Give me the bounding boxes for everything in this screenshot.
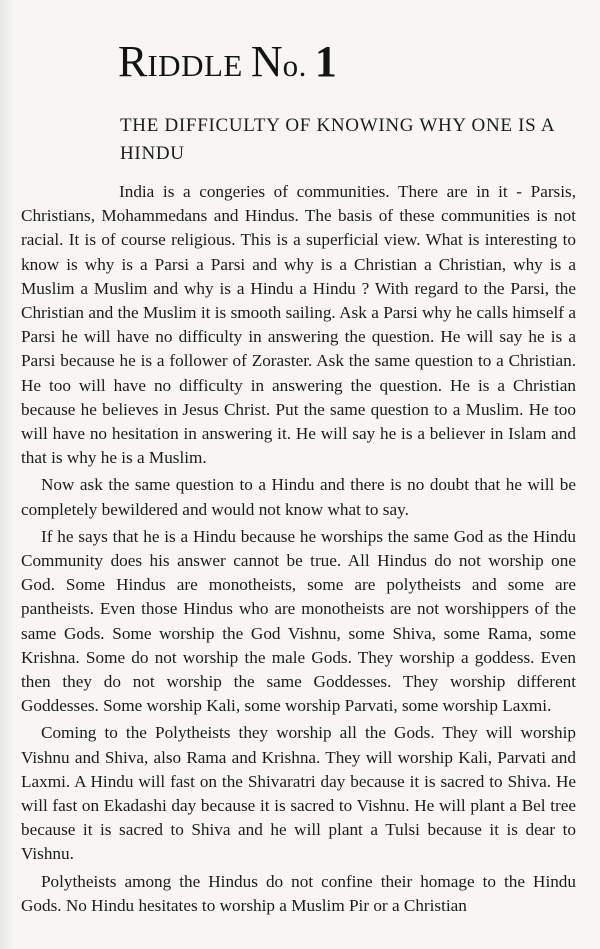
paragraph: Now ask the same question to a Hindu and there is no doubt that he will be completely bewildered and would not know what to say. [21, 475, 576, 519]
riddle-word: IDDLE [147, 48, 243, 83]
paragraph: Polytheists among the Hindus do not confine their homage to the Hindu Gods. No Hindu hesitates to worship a Muslim Pir or a Christian [21, 871, 576, 915]
riddle-number: 1 [314, 37, 337, 86]
number-abbrev-initial: N [250, 37, 283, 86]
paragraph: Coming to the Polytheists they worship all the Gods. They will worship Vishnu and Shiva, also Rama and Krishna. They will worship Kali, Parvati and Laxmi. A Hindu will fast on the Shivaratri day because it is sacred to Shiva. He will fast on Ekadashi day because it is sacred to Vishnu. He will plant a Bel tree because it is sacred to Shiva and he will plant a Tulsi because it is dear to Vishnu. [21, 723, 576, 864]
body-text [21, 180, 576, 921]
chapter-title [118, 37, 337, 86]
number-abbrev-rest: o. [282, 48, 307, 83]
paragraph: India is a congeries of communities. There are in it - Parsis, Christians, Mohammedans and Hindus. The basis of these communities is not racial. It is of course religious. This is a superficial view. What is interesting to know is why is a Parsi a Parsi and why is a Christian a Christian, why is a Muslim a Muslim and why is a Hindu a Hindu ? With regard to the Parsi, the Christian and the Muslim it is smooth sailing. Ask a Parsi why he calls himself a Parsi he will have no difficulty in answering the question. He will say he is a Parsi because he is a follower of Zoraster. Ask the same question to a Christian. He too will have no difficulty in answering the question. He is a Christian because he believes in Jesus Christ. Put the same question to a Muslim. He too will have no hesitation in answering it. He will say he is a believer in Islam and that is why he is a Muslim. [21, 182, 576, 468]
chapter-subtitle: THE DIFFICULTY OF KNOWING WHY ONE IS A HINDU [120, 115, 555, 164]
riddle-initial: R [118, 37, 148, 86]
paragraph: If he says that he is a Hindu because he worships the same God as the Hindu Community does his answer cannot be true. All Hindus do not worship one God. Some Hindus are monotheists, some are polytheists and some are pantheists. Even those Hindus who are monotheists are not worshippers of the same Gods. Some worship the God Vishnu, some Shiva, some Rama, some Krishna. Some do not worship the male Gods. They worship a goddess. Even then they do not worship the same Goddesses. They worship different Goddesses. Some worship Kali, some worship Parvati, some worship Laxmi. [21, 526, 576, 716]
